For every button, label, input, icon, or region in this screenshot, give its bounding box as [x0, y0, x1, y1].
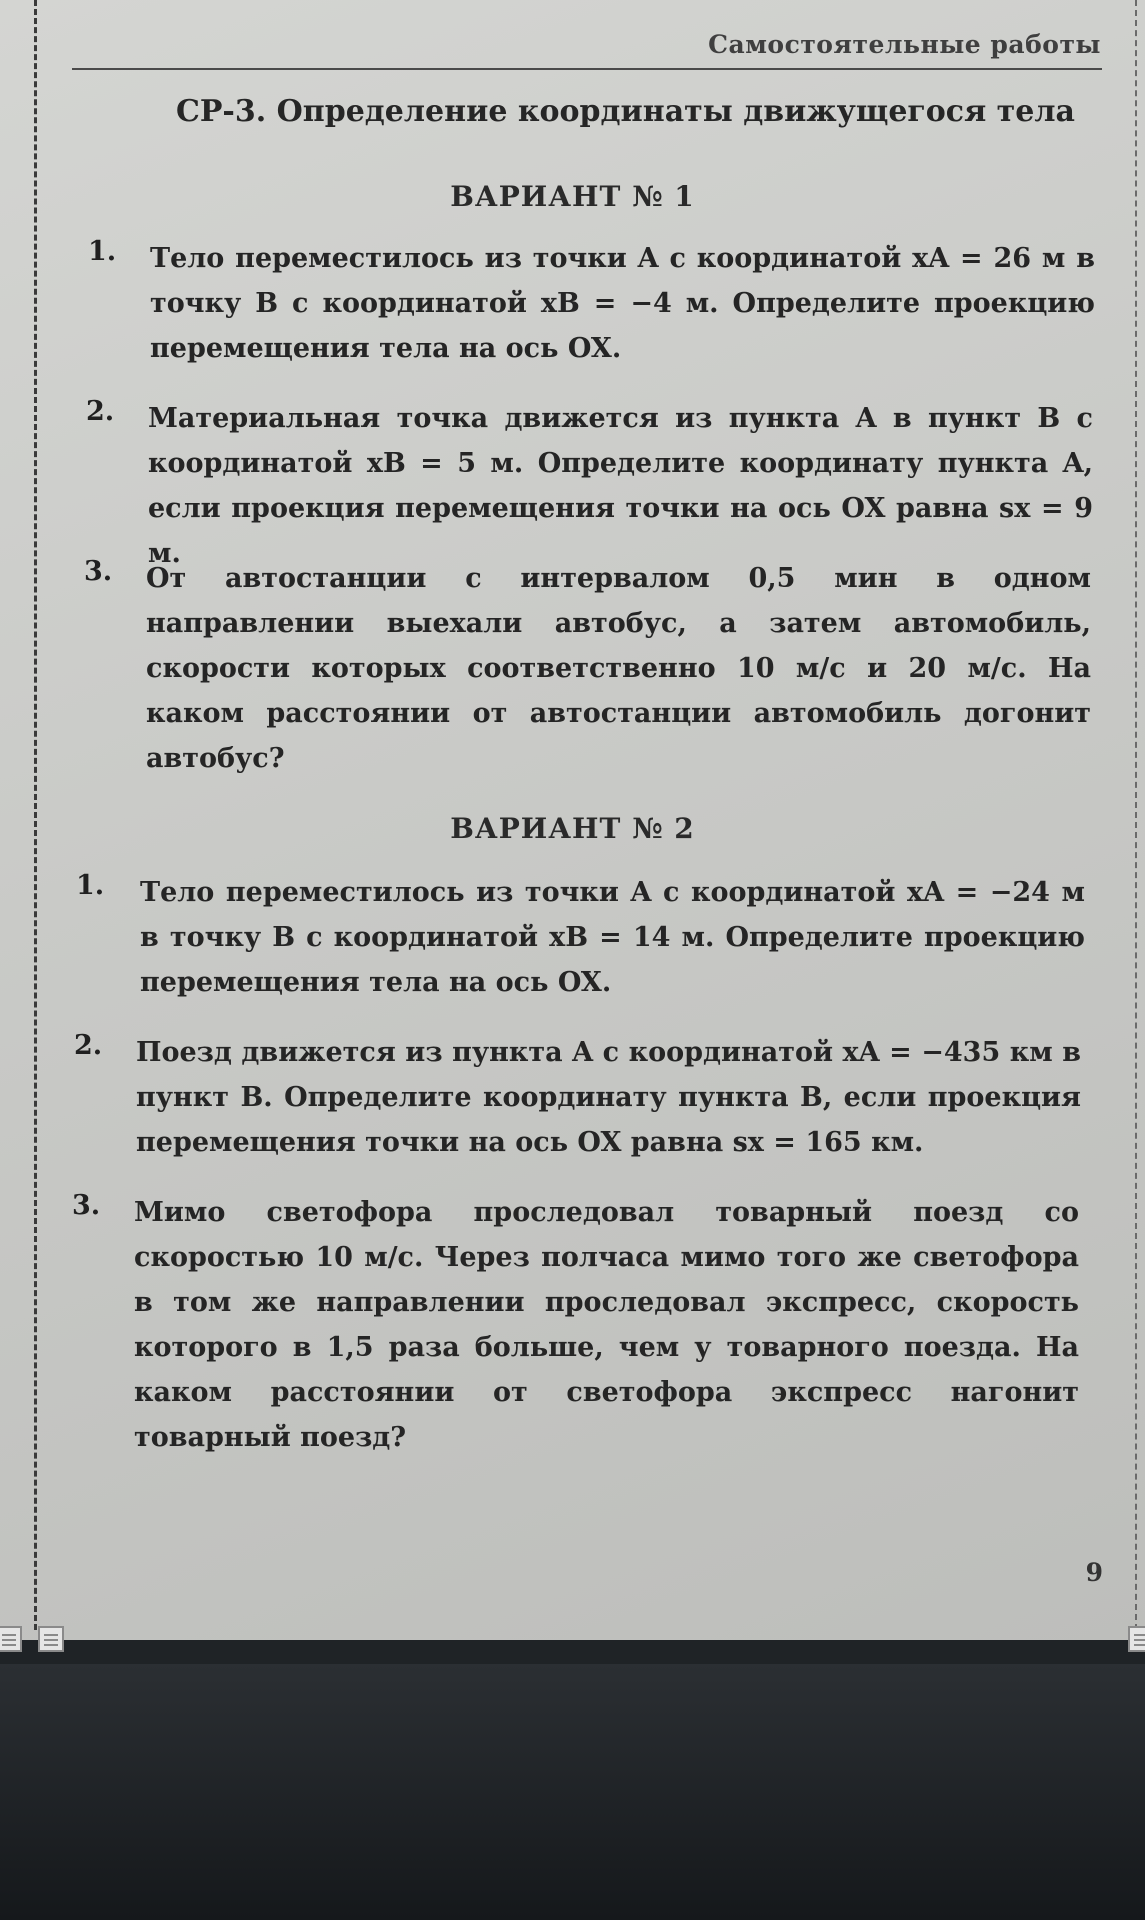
problem-text: Материальная точка движется из пункта A в пункт B с координатой xB = 5 м. Определите координату пункта A, если проекция перемещения точки на ось OX равна sx = 9 м.	[148, 403, 1093, 569]
problem-number: 2.	[74, 1030, 103, 1061]
problem-text: Тело переместилось из точки A с координатой xA = −24 м в точку B с координатой xB = 14 м. Определите проекцию перемещения тела на ось OX.	[140, 877, 1085, 998]
dark-background-area	[0, 1664, 1145, 1920]
problem-number: 3.	[72, 1190, 101, 1221]
problem-number: 3.	[84, 556, 113, 587]
problem-number: 1.	[76, 870, 105, 901]
problem-number: 1.	[88, 236, 117, 267]
running-head: Самостоятельные работы	[708, 30, 1101, 59]
problem-text: Мимо светофора проследовал товарный поезд со скоростью 10 м/с. Через полчаса мимо того же светофора в том же направлении проследовал экспресс, скорость которого в 1,5 раза больше, чем у товарного поезда. На каком расстоянии от светофора экспресс нагонит товарный поезд?	[134, 1197, 1079, 1453]
layout-icon[interactable]	[0, 1626, 22, 1652]
problem-text: От автостанции с интервалом 0,5 мин в одном направлении выехали автобус, а затем автомобиль, скорости которых соответственно 10 м/с и 20 м/с. На каком расстоянии от автостанции автомобиль догонит автобус?	[146, 563, 1091, 774]
problem-text: Тело переместилось из точки A с координатой xA = 26 м в точку B с координатой xB = −4 м. Определите проекцию перемещения тела на ось OX.	[150, 243, 1095, 364]
variant-2-heading: ВАРИАНТ № 2	[450, 812, 695, 845]
pages-icon[interactable]	[38, 1626, 64, 1652]
problem-text: Поезд движется из пункта A с координатой xA = −435 км в пункт B. Определите координату пункта В, если проекция перемещения точки на ось OX равна sx = 165 км.	[136, 1037, 1081, 1158]
header-rule	[72, 68, 1102, 70]
variant-1-heading: ВАРИАНТ № 1	[450, 180, 695, 213]
worksheet-title: СР-3. Определение координаты движущегося тела	[176, 94, 1075, 129]
problem-number: 2.	[86, 396, 115, 427]
page-number: 9	[1085, 1558, 1103, 1587]
list-icon[interactable]	[1128, 1626, 1145, 1652]
